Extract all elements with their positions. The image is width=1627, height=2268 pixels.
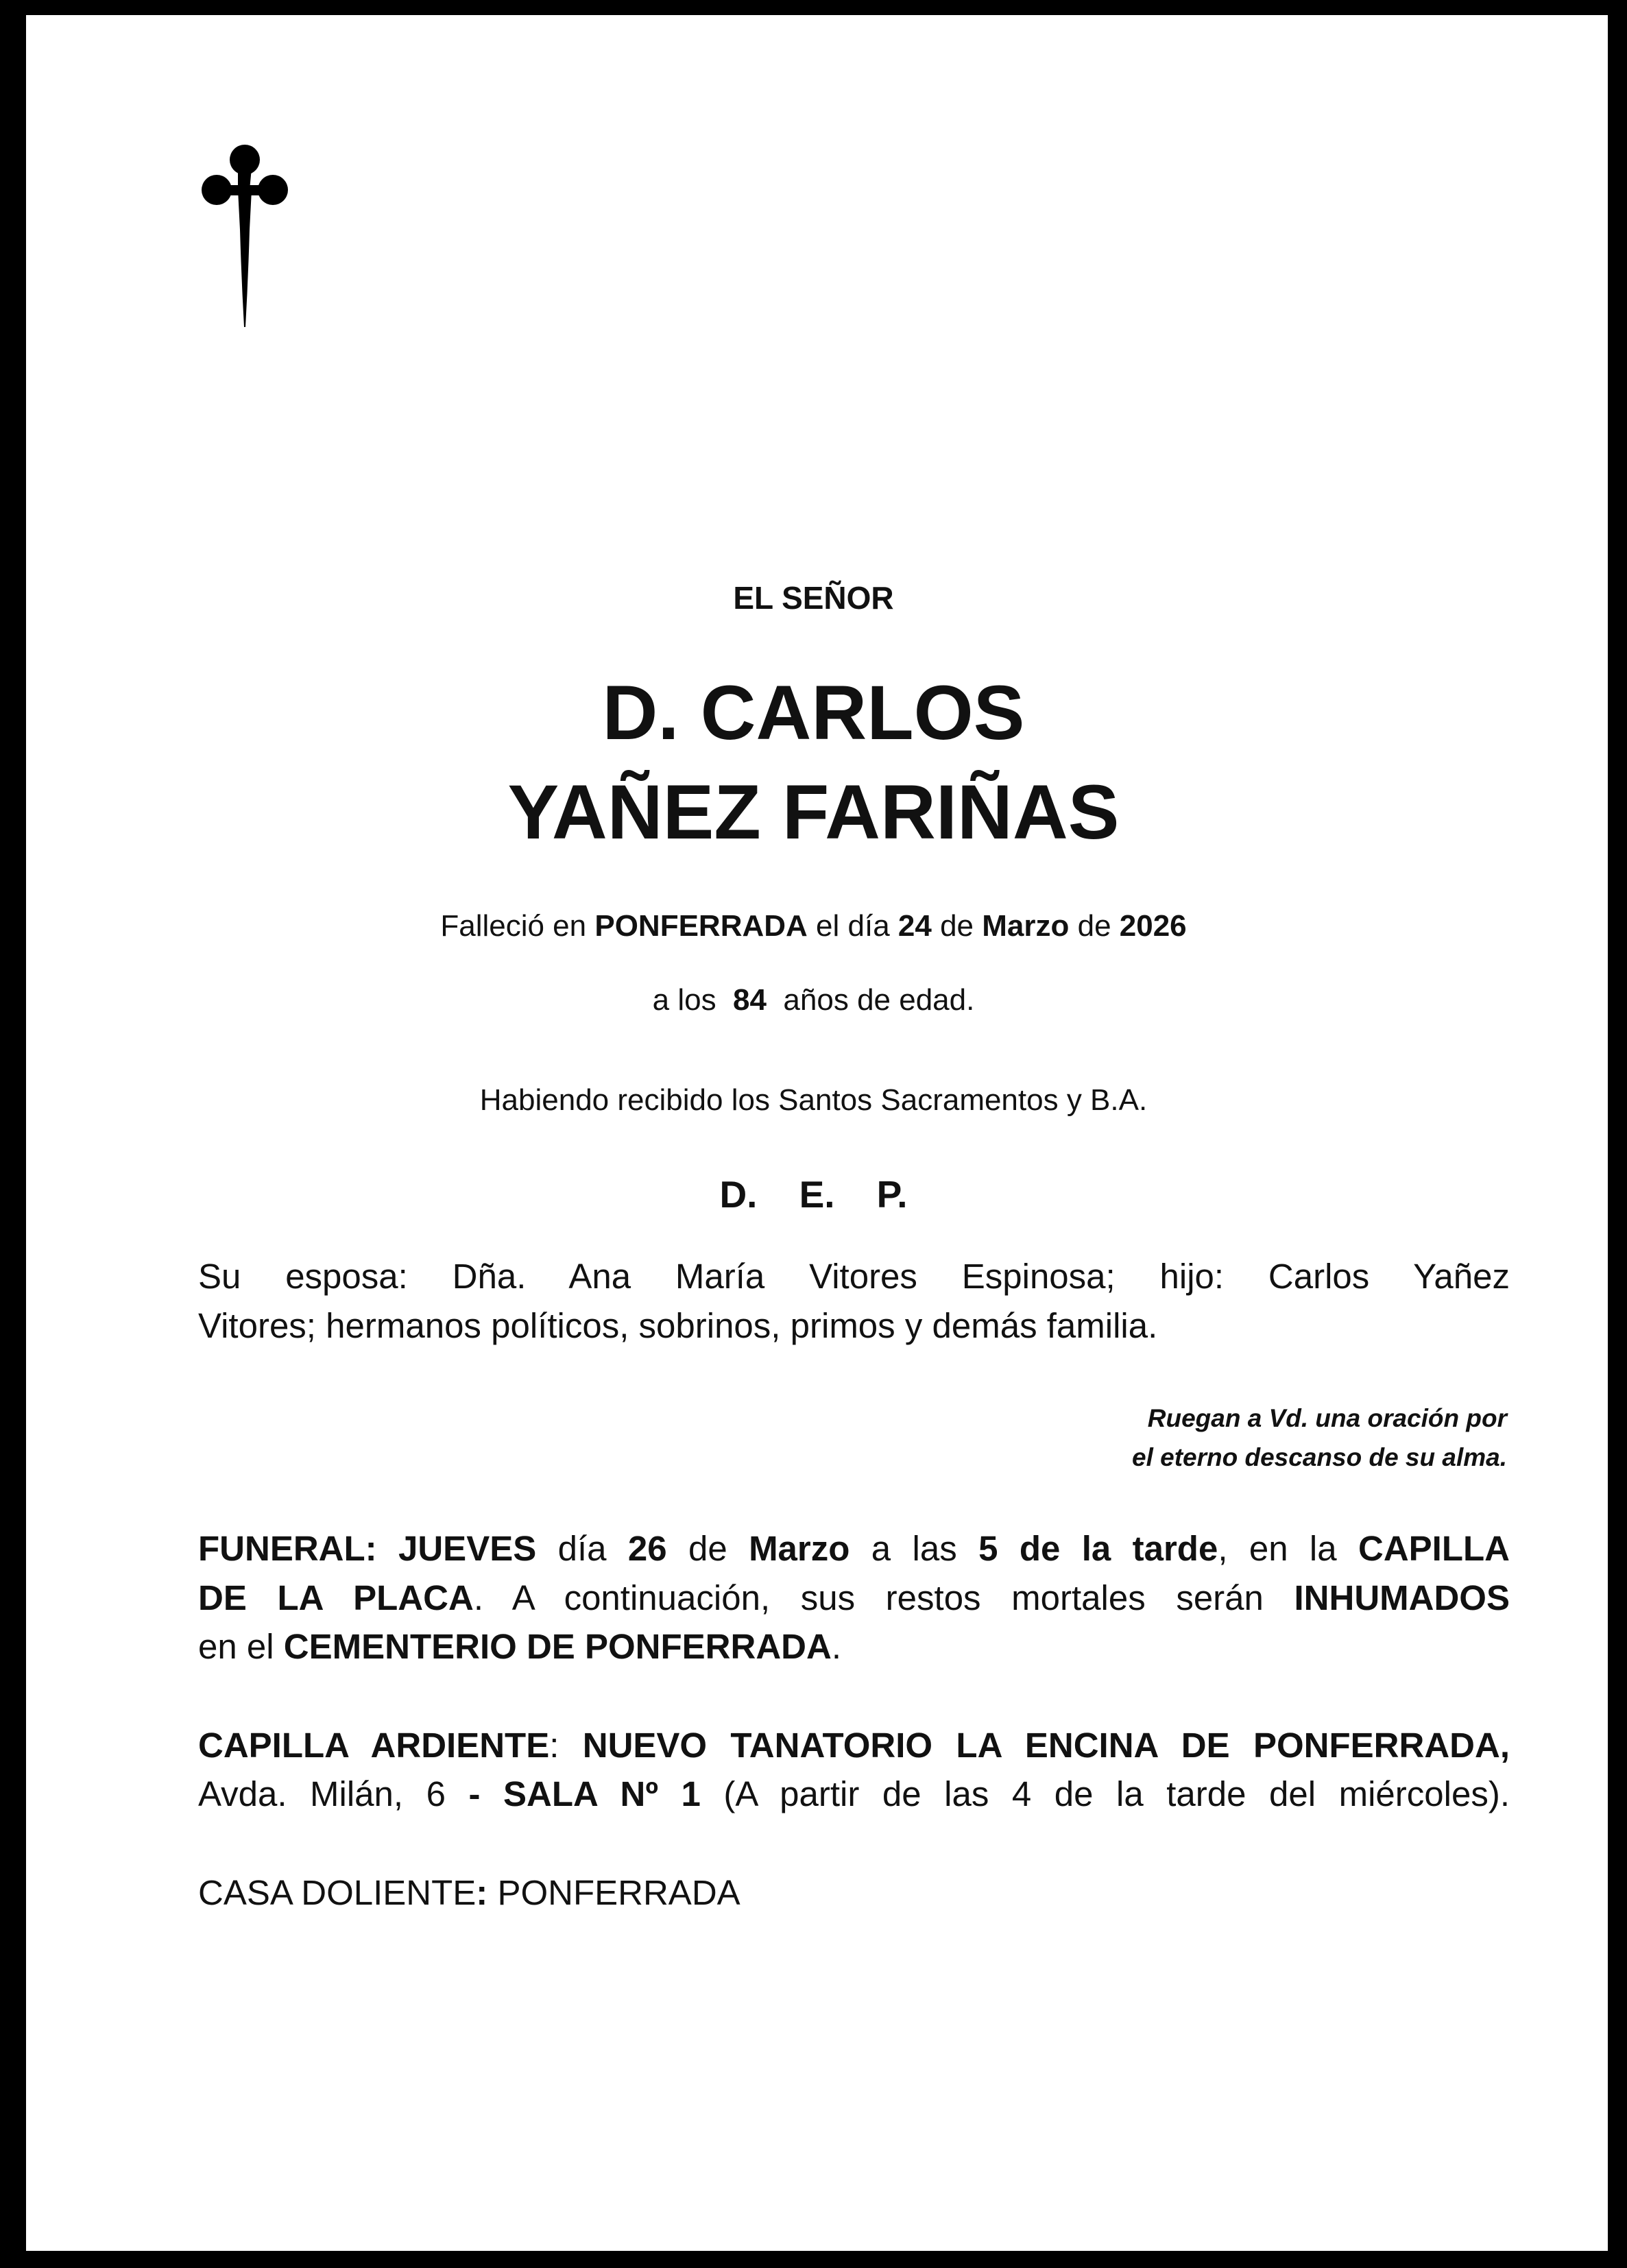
bold-text: 84: [733, 983, 767, 1017]
text: . A continuación, sus restos mortales serán: [473, 1578, 1294, 1617]
deceased-name-line2: YAÑEZ FARIÑAS: [507, 769, 1120, 855]
text: CASA DOLIENTE: [198, 1873, 477, 1912]
age-info: [0, 983, 1627, 1017]
bold-text: 24: [897, 909, 932, 943]
bold-text: CAPILLA: [1358, 1529, 1510, 1568]
family-line: [198, 1305, 1510, 1346]
text: PONFERRADA: [487, 1873, 740, 1912]
text: Su esposa: Dña. Ana María Vitores Espinosa; hijo: Carlos Yañez: [198, 1257, 1510, 1296]
text: Avda. Milán, 6: [198, 1774, 469, 1813]
bold-text: Marzo: [749, 1529, 850, 1568]
text: el día: [807, 909, 898, 943]
bold-text: 5 de la tarde: [978, 1529, 1218, 1568]
funeral-line: [198, 1578, 1510, 1618]
text: (A partir de las 4 de la tarde del miércoles).: [700, 1774, 1510, 1813]
dep-text: D. E. P.: [719, 1173, 908, 1216]
text: años de edad.: [766, 983, 975, 1017]
deceased-name-line1: D. CARLOS: [602, 670, 1025, 756]
text: en el: [198, 1627, 284, 1666]
text: a los: [652, 983, 734, 1017]
text: .: [831, 1627, 841, 1666]
text: de: [666, 1529, 749, 1568]
title-prefix: EL SEÑOR: [733, 580, 894, 616]
bold-text: FUNERAL: JUEVES: [198, 1529, 537, 1568]
text: Vitores; hermanos políticos, sobrinos, primos y demás familia.: [198, 1306, 1158, 1345]
text: de: [1069, 909, 1120, 943]
bold-text: NUEVO TANATORIO LA ENCINA DE PONFERRADA,: [582, 1726, 1510, 1765]
bold-text: INHUMADOS: [1294, 1578, 1510, 1617]
funeral-line: [198, 1626, 1510, 1667]
sacraments-text: Habiendo recibido los Santos Sacramentos y B.A.: [479, 1083, 1148, 1117]
bold-text: DE LA PLACA: [198, 1578, 474, 1617]
bold-text: CEMENTERIO DE PONFERRADA: [283, 1627, 832, 1666]
prayer-line: el eterno descanso de su alma.: [1132, 1443, 1507, 1471]
bold-text: Marzo: [982, 909, 1070, 943]
family-line: [198, 1256, 1510, 1296]
text: de: [931, 909, 983, 943]
death-info: [0, 909, 1627, 943]
text: Falleció en: [440, 909, 595, 943]
funeral-line: [198, 1528, 1510, 1569]
cross-of-saint-james-icon: [200, 141, 289, 329]
bold-text: PONFERRADA: [594, 909, 808, 943]
chapel-line: [198, 1774, 1510, 1814]
text: , en la: [1218, 1529, 1358, 1568]
bold-text: - SALA Nº 1: [468, 1774, 701, 1813]
house-of-mourning: [198, 1872, 1510, 1913]
text: a las: [849, 1529, 979, 1568]
bold-text: 26: [627, 1529, 667, 1568]
chapel-line: [198, 1725, 1510, 1765]
bold-text: :: [476, 1873, 488, 1912]
bold-text: CAPILLA ARDIENTE: [198, 1726, 550, 1765]
bold-text: 2026: [1119, 909, 1187, 943]
text: :: [549, 1726, 583, 1765]
text: día: [536, 1529, 628, 1568]
prayer-line: Ruegan a Vd. una oración por: [1147, 1404, 1507, 1432]
